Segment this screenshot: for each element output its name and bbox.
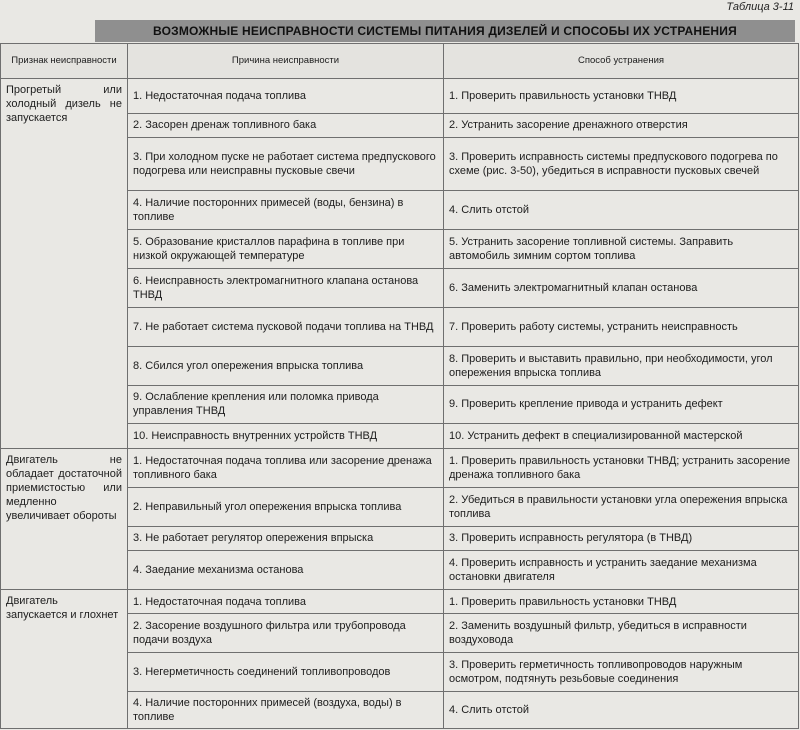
- remedy-cell: 6. Заменить электромагнитный клапан останова: [444, 269, 799, 308]
- cause-cell: 2. Неправильный угол опережения впрыска топлива: [128, 487, 444, 526]
- cause-cell: 1. Недостаточная подача топлива: [128, 79, 444, 114]
- cause-cell: 3. При холодном пуске не работает система предпускового подогрева или неисправны пусковые свечи: [128, 138, 444, 191]
- header-symptom: Признак неисправности: [1, 44, 128, 79]
- header-remedy: Способ устранения: [444, 44, 799, 79]
- cause-cell: 4. Наличие посторонних примесей (воды, бензина) в топливе: [128, 191, 444, 230]
- cause-cell: 4. Заедание механизма останова: [128, 551, 444, 590]
- table-number-label: Таблица 3-11: [726, 1, 794, 13]
- cause-cell: 5. Образование кристаллов парафина в топливе при низкой окружающей температуре: [128, 230, 444, 269]
- cause-cell: 1. Недостаточная подача топлива: [128, 589, 444, 614]
- remedy-cell: 8. Проверить и выставить правильно, при необходимости, угол опережения впрыска топлива: [444, 346, 799, 385]
- cause-cell: 8. Сбился угол опережения впрыска топлива: [128, 346, 444, 385]
- remedy-cell: 1. Проверить правильность установки ТНВД; устранить засорение дренажа топливного бака: [444, 448, 799, 487]
- header-cause: Причина неисправности: [128, 44, 444, 79]
- remedy-cell: 2. Заменить воздушный фильтр, убедиться в исправности воздуховода: [444, 614, 799, 653]
- table-row: [1, 589, 799, 614]
- table-row: [1, 79, 799, 114]
- remedy-cell: 3. Проверить исправность регулятора (в ТНВД): [444, 526, 799, 551]
- remedy-cell: 1. Проверить правильность установки ТНВД: [444, 589, 799, 614]
- cause-cell: 2. Засорение воздушного фильтра или трубопровода подачи воздуха: [128, 614, 444, 653]
- remedy-cell: 10. Устранить дефект в специализированной мастерской: [444, 424, 799, 449]
- remedy-cell: 4. Слить отстой: [444, 191, 799, 230]
- remedy-cell: 2. Устранить засорение дренажного отверстия: [444, 113, 799, 138]
- table-title: ВОЗМОЖНЫЕ НЕИСПРАВНОСТИ СИСТЕМЫ ПИТАНИЯ ДИЗЕЛЕЙ И СПОСОБЫ ИХ УСТРАНЕНИЯ: [95, 20, 795, 42]
- remedy-cell: 9. Проверить крепление привода и устранить дефект: [444, 385, 799, 424]
- table-row: [1, 448, 799, 487]
- remedy-cell: 2. Убедиться в правильности установки угла опережения впрыска топлива: [444, 487, 799, 526]
- cause-cell: 4. Наличие посторонних примесей (воздуха, воды) в топливе: [128, 692, 444, 729]
- cause-cell: 2. Засорен дренаж топливного бака: [128, 113, 444, 138]
- remedy-cell: 3. Проверить исправность системы предпускового подогрева по схеме (рис. 3-50), убедиться в исправности пусковых свечей: [444, 138, 799, 191]
- remedy-cell: 4. Слить отстой: [444, 692, 799, 729]
- cause-cell: 3. Негерметичность соединений топливопроводов: [128, 653, 444, 692]
- symptom-cell: Двигатель запускается и глохнет: [1, 589, 128, 728]
- malfunction-table: [0, 43, 799, 729]
- symptom-cell: Прогретый или холодный дизель не запускается: [1, 79, 128, 449]
- remedy-cell: 5. Устранить засорение топливной системы. Заправить автомобиль зимним сортом топлива: [444, 230, 799, 269]
- remedy-cell: 3. Проверить герметичность топливопроводов наружным осмотром, подтянуть резьбовые соединения: [444, 653, 799, 692]
- cause-cell: 3. Не работает регулятор опережения впрыска: [128, 526, 444, 551]
- symptom-cell: Двигатель не обладает достаточной приемистостью или медленно увеличивает обороты: [1, 448, 128, 589]
- cause-cell: 6. Неисправность электромагнитного клапана останова ТНВД: [128, 269, 444, 308]
- remedy-cell: 4. Проверить исправность и устранить заедание механизма остановки двигателя: [444, 551, 799, 590]
- cause-cell: 10. Неисправность внутренних устройств ТНВД: [128, 424, 444, 449]
- cause-cell: 7. Не работает система пусковой подачи топлива на ТНВД: [128, 307, 444, 346]
- remedy-cell: 7. Проверить работу системы, устранить неисправность: [444, 307, 799, 346]
- cause-cell: 1. Недостаточная подача топлива или засорение дренажа топливного бака: [128, 448, 444, 487]
- remedy-cell: 1. Проверить правильность установки ТНВД: [444, 79, 799, 114]
- cause-cell: 9. Ослабление крепления или поломка привода управления ТНВД: [128, 385, 444, 424]
